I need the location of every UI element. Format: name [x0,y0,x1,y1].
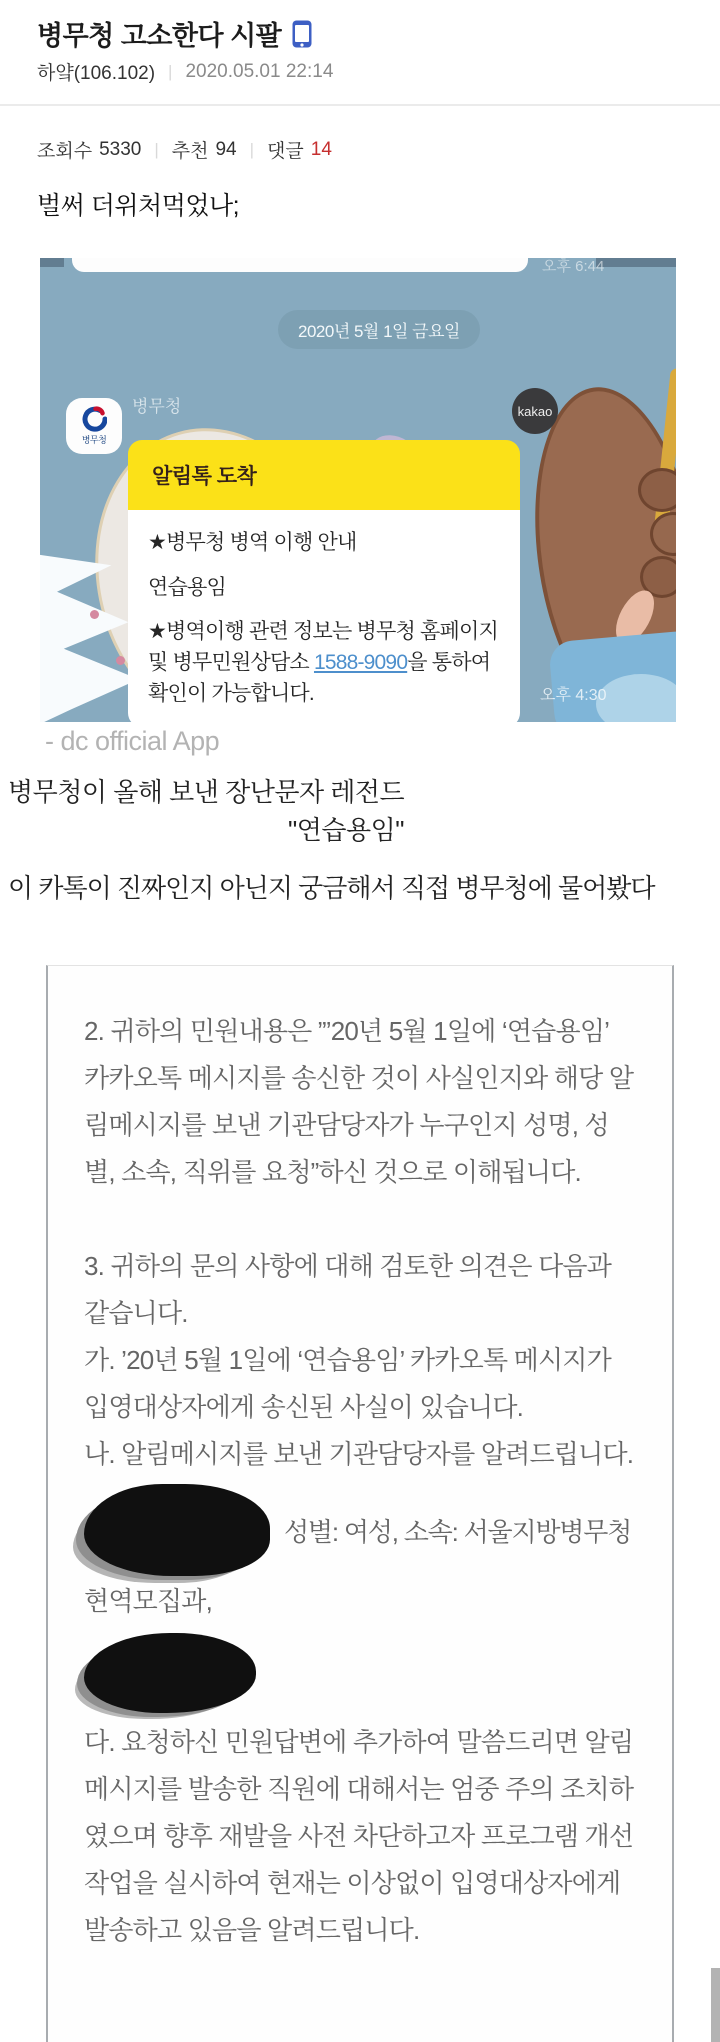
comments-count: 14 [310,138,332,160]
header-divider [0,104,720,106]
mma-emblem-icon [81,406,107,432]
cutoff-bubble-top [72,258,528,272]
post-title-row [37,14,313,53]
phone-number-link[interactable]: 1588-9090 [313,651,408,674]
kakaotalk-screenshot-image[interactable] [40,258,676,722]
paragraph-gap [84,1196,636,1243]
post-title: 병무청 고소한다 시팔 [37,21,282,51]
statusbar-sliver-left [40,258,64,267]
post-meta [37,58,333,85]
kakao-badge: kakao [512,388,558,434]
reply-item-ga: 가. ’20년 5월 1일에 ‘연습용임’ 카카오톡 메시지가 입영대상자에게 송신된 사실이 있습니다. [84,1345,611,1422]
likes-count: 94 [215,138,237,160]
stats-divider: | [249,139,255,159]
alimtalk-header: 알림톡 도착 [128,440,520,510]
caption-line2: "연습용임" [288,815,404,845]
alimtalk-line3-pre: ★병역이행 관련 정보는 병무청 홈페이지 및 병무민원상담소 [148,620,498,674]
illustration-dot [116,656,125,665]
caption-line1: 병무청이 올해 보낸 장난문자 레전드 [8,777,405,807]
redaction-scribble [84,1484,270,1576]
likes-label: 추천 [171,141,209,162]
alimtalk-line1: ★병무청 병역 이행 안내 [148,531,357,554]
post-stats [37,136,332,163]
alimtalk-line3 [148,616,500,709]
post-date: 2020.05.01 22:14 [185,60,334,82]
reply-item-na: 나. 알림메시지를 보낸 기관담당자를 알려드립니다. [84,1439,634,1469]
message-time: 오후 4:30 [540,687,607,704]
reply-paragraph-3: 3. 귀하의 문의 사항에 대해 검토한 의견은 다음과 같습니다. [84,1251,612,1328]
statusbar-time: 오후 6:44 [542,258,605,275]
dc-app-credit: - dc official App [45,726,220,756]
staff-info-text: 성별: 여성, 소속: 서울지방병무청 [284,1516,632,1547]
stats-divider: | [154,139,159,159]
alimtalk-line3-post: 을 통하여 확인이 가능합니다. [148,651,491,705]
statusbar-sliver-right [596,258,676,267]
post-body-intro: 벌써 더위처먹었나; [37,192,240,220]
reply-paragraph-2: 2. 귀하의 민원내용은 ”’20년 5월 1일에 ‘연습용임’ 카카오톡 메시지를 송신한 것이 사실인지와 해당 알림메시지를 보낸 기관담당자가 누구인지 성명, 성별, 소속, 직위를 요청”하신 것으로 이해됩니다. [84,1016,634,1187]
phone-icon [291,19,313,49]
alimtalk-line2: 연습용임 [148,576,226,599]
alimtalk-body [128,510,520,722]
illustration-dot [90,610,99,619]
reply-item-da: 다. 요청하신 민원답변에 추가하여 말씀드리면 알림메시지를 발송한 직원에 대해서는 엄중 주의 조치하였으며 향후 재발을 사전 차단하고자 프로그램 개선작업을 실시하여 현재는 이상없이 입영대상자에게 발송하고 있음을 알려드립니다. [84,1727,634,1945]
comments-label: 댓글 [267,141,304,162]
staff-info-cont: 현역모집과, [84,1586,213,1616]
redaction-scribble [84,1633,256,1713]
avatar-label: 병무청 [81,435,107,445]
chat-date-pill: 2020년 5월 1일 금요일 [278,310,480,349]
views-label: 조회수 [37,141,93,162]
caption-line3: 이 카톡이 진짜인지 아닌지 궁금해서 직접 병무청에 물어봤다 [8,873,655,903]
scrollbar-thumb[interactable] [711,1968,720,2042]
meta-divider: | [168,61,173,81]
redacted-name-row [84,1484,636,1576]
sender-avatar [66,398,122,454]
views-count: 5330 [99,138,142,160]
author-name: 하얔(106.102) [37,63,156,84]
alimtalk-card [128,440,520,722]
sender-name: 병무청 [132,397,182,416]
official-reply-box [46,965,674,2042]
